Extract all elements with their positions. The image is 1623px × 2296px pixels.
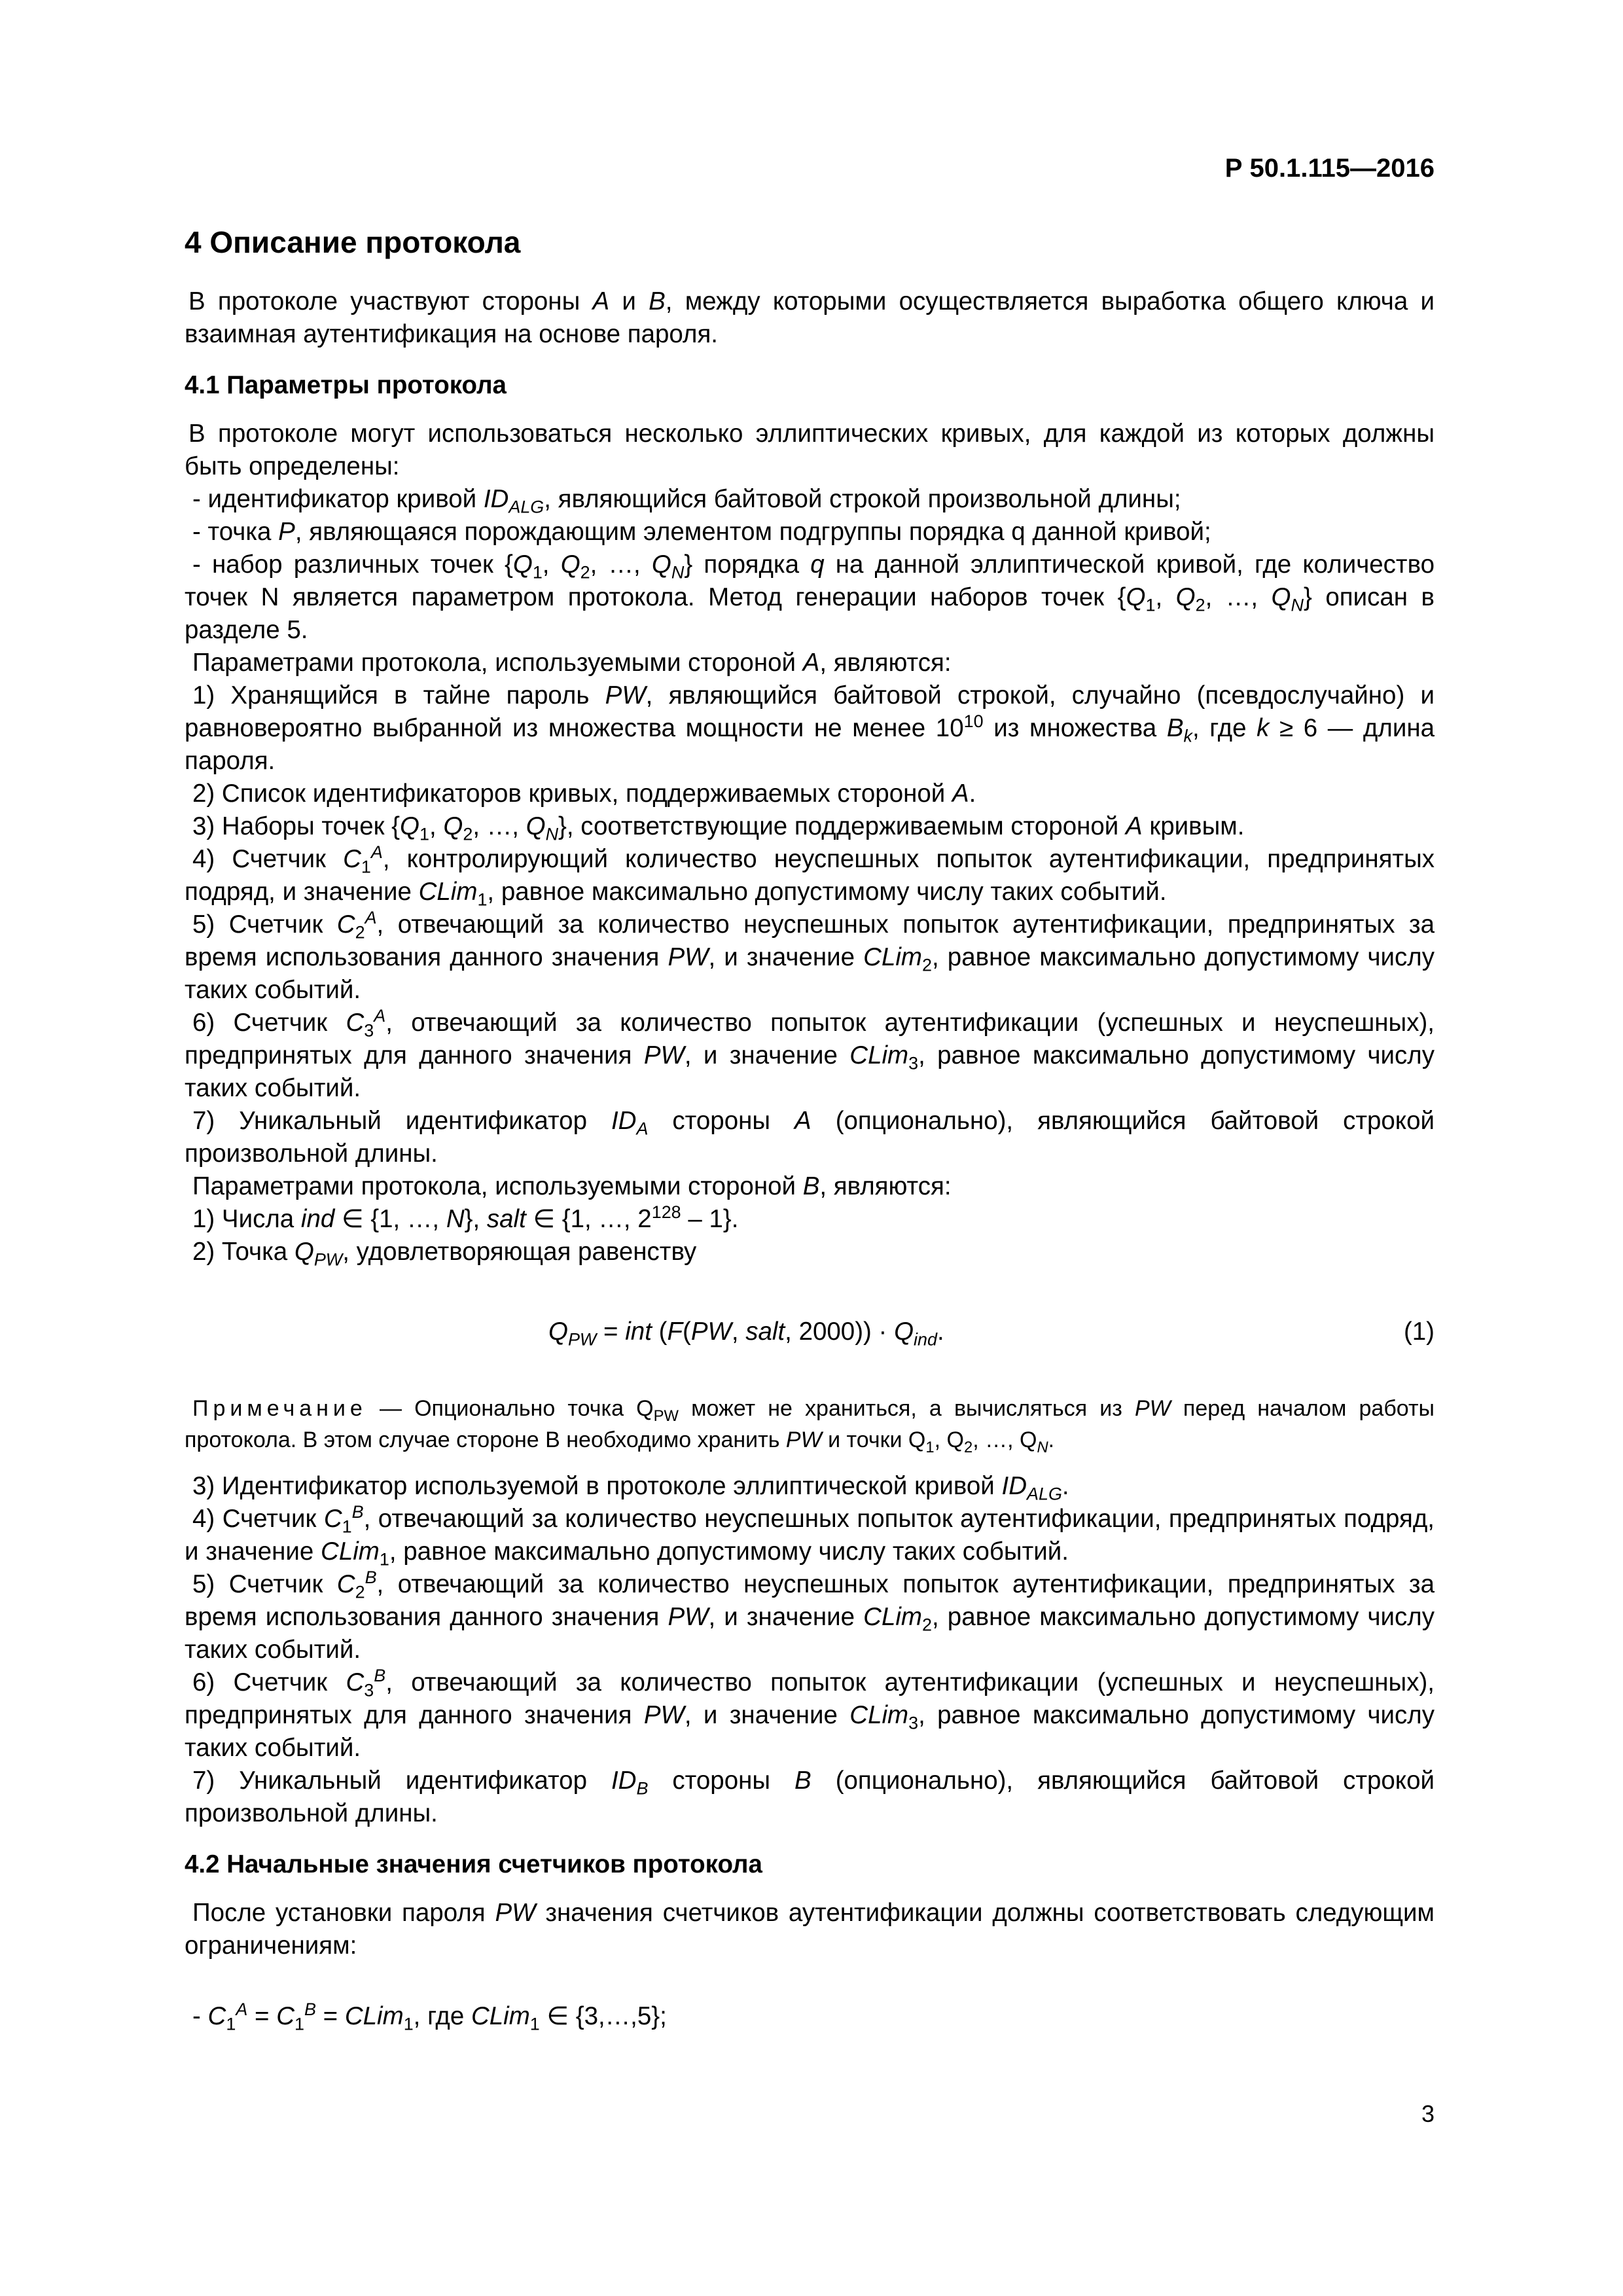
paragraph: 2) Точка $Q_{PW}$, удовлетворяющая равенству <box>192 1238 697 1270</box>
note-label: Примечание <box>192 1396 367 1421</box>
section-4-title: 4 Описание протокола <box>185 225 521 259</box>
paragraph: 5) Счетчик $C_2^A$, отвечающий за количество неуспешных попыток аутентификации, предпринятых за время использования данного значения PW, и значение CLim$_2$, равное максимально допустимому числу таких событий. <box>185 908 1435 1004</box>
paragraph: - $C_1^A = C_1^B$ = CLim$_1$, где CLim$_1$ ∈ {3,…,5}; <box>192 2000 667 2034</box>
section-4-1-paragraphs-a <box>185 418 1435 1268</box>
paragraph: 1) Числа ind ∈ {1, …, N}, salt ∈ {1, …, $2^{128} - 1$}. <box>192 1202 739 1233</box>
note <box>185 1393 1435 1456</box>
section-4-1-title: 4.1 Параметры протокола <box>185 371 507 399</box>
section-4-intro: В протоколе участвуют стороны A и B, между которыми осуществляется выработка общего ключа и взаимная аутентификация на основе пароля. <box>185 287 1435 348</box>
note-text: — Опционально точка $Q_{PW}$ может не храниться, а вычисляться из PW перед началом работы протокола. В этом случае стороне В необходимо хранить PW и точки $Q_1$, $Q_2$, …, $Q_N$. <box>185 1396 1435 1456</box>
section-4-2-paragraphs <box>185 1897 1435 2033</box>
document-body <box>185 223 1435 2033</box>
section-4-2-title: 4.2 Начальные значения счетчиков протокола <box>185 1850 762 1878</box>
paragraph: 1) Хранящийся в тайне пароль PW, являющийся байтовой строкой, случайно (псевдослучайно) и равновероятно выбранной из множества мощности не менее $10^{10}$ из множества $B_k$, где k ≥ 6 — длина пароля. <box>185 681 1435 775</box>
paragraph: Параметрами протокола, используемыми стороной А, являются: <box>192 649 952 677</box>
document-number: Р 50.1.115—2016 <box>1224 154 1435 183</box>
paragraph: 4) Счетчик $C_1^A$, контролирующий количество неуспешных попыток аутентификации, предпринятых подряд, и значение CLim$_1$, равное максимально допустимому числу таких событий. <box>185 842 1435 910</box>
paragraph: 3) Идентификатор используемой в протоколе эллиптической кривой $ID_{ALG}$. <box>192 1472 1069 1504</box>
section-4-1-paragraphs-b <box>185 1470 1435 1830</box>
paragraph: Параметрами протокола, используемыми стороной B, являются: <box>192 1172 952 1200</box>
paragraph: 3) Наборы точек {$Q_1$, $Q_2$, …, $Q_N$}, соответствующие поддерживаемым стороной А кривым. <box>192 812 1245 844</box>
paragraph: 6) Счетчик $C_3^A$, отвечающий за количество попыток аутентификации (успешных и неуспешных), предпринятых для данного значения PW, и значение CLim$_3$, равное максимально допустимому числу таких событий. <box>185 1006 1435 1102</box>
formula-number: (1) <box>1403 1318 1435 1346</box>
paragraph: - идентификатор кривой $ID_{ALG}$, являющийся байтовой строкой произвольной длины; <box>192 485 1181 517</box>
paragraph: 5) Счетчик $C_2^B$, отвечающий за количество неуспешных попыток аутентификации, предпринятых за время использования данного значения PW, и значение CLim$_2$, равное максимально допустимому числу таких событий. <box>185 1568 1435 1664</box>
paragraph: 7) Уникальный идентификатор $ID_A$ стороны A (опционально), являющийся байтовой строкой произвольной длины. <box>185 1107 1435 1168</box>
paragraph: 4) Счетчик $C_1^B$, отвечающий за количество неуспешных попыток аутентификации, предпринятых подряд, и значение CLim$_1$, равное максимально допустимому числу таких событий. <box>185 1502 1435 1570</box>
formula-1 <box>185 1316 1435 1348</box>
formula-expression: $Q_{PW}$ = int (F(PW, salt, $2000)) \cdot Q_{ind}$. <box>548 1318 944 1350</box>
paragraph: 6) Счетчик $C_3^B$, отвечающий за количество попыток аутентификации (успешных и неуспешных), предпринятых для данного значения PW, и значение CLim$_3$, равное максимально допустимому числу таких событий. <box>185 1666 1435 1762</box>
paragraph: После установки пароля PW значения счетчиков аутентификации должны соответствовать следующим ограничениям: <box>185 1899 1435 1960</box>
paragraph: 7) Уникальный идентификатор $ID_B$ стороны B (опционально), являющийся байтовой строкой произвольной длины. <box>185 1767 1435 1827</box>
paragraph: - набор различных точек {$Q_1$, $Q_2$, …, $Q_N$} порядка q на данной эллиптической кривой, где количество точек N является параметром протокола. Метод генерации наборов точек {$Q_1$, $Q_2$, …, $Q_N$} описан в разделе 5. <box>185 550 1435 644</box>
paragraph: В протоколе могут использоваться несколько эллиптических кривых, для каждой из которых должны быть определены: <box>185 420 1435 480</box>
paragraph: - точка P, являющаяся порождающим элементом подгруппы порядка q данной кривой; <box>192 518 1211 546</box>
page-number: 3 <box>1421 2100 1435 2127</box>
paragraph: 2) Список идентификаторов кривых, поддерживаемых стороной А. <box>192 780 976 808</box>
